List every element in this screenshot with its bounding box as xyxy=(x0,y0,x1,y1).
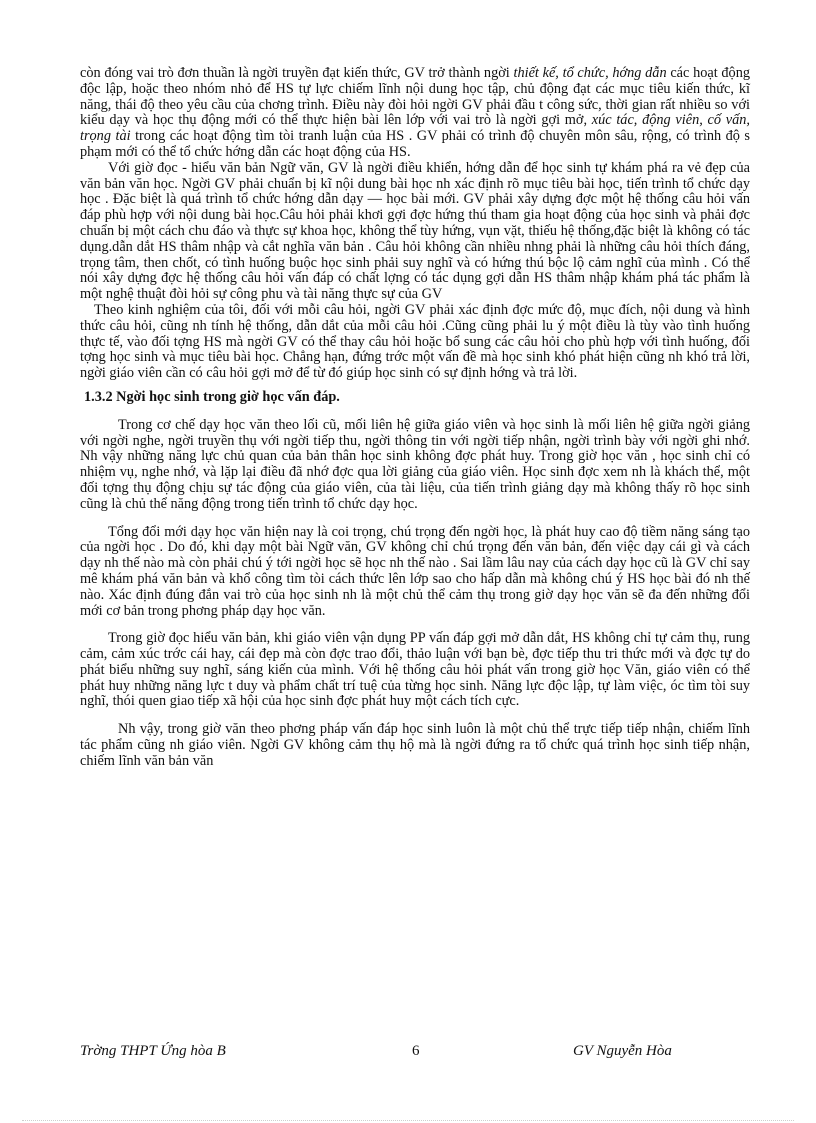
paragraph-question-method: Trong giờ đọc hiểu văn bản, khi giáo viên vận dụng PP vấn đáp gợi mở dẫn dắt, HS không chỉ tự cảm thụ, rung cảm, cảm xúc trớc cái hay, cái đẹp mà còn đợc trao đổi, thảo luận với bạn bè, đợc tiếp thu tri thức mới và đợc tự do phát biểu những suy nghĩ, sáng kiến của mình. Với hệ thống câu hỏi phát vấn trong giờ học Văn, giáo viên có thể phát huy những năng lực t duy và phẩm chất trí tuệ của từng học sinh. Năng lực độc lập, tự làm việc, óc tìm tòi suy nghĩ, thói quen giao tiếp xã hội của học sinh đợc phát huy một cách tích cực. xyxy=(80,630,750,710)
text-run: còn đóng vai trò đơn thuần là ngời truyền đạt kiến thức, GV trở thành ngời xyxy=(80,65,514,81)
page-bottom-divider xyxy=(22,1120,794,1121)
paragraph-teacher-role-continued xyxy=(80,66,750,161)
footer-page-number: 6 xyxy=(412,1043,420,1059)
paragraph-experience: Theo kinh nghiệm của tôi, đối với mỗi câu hỏi, ngời GV phải xác định đợc mức độ, mục đích, nội dung và hình thức câu hỏi, cũng nh tính hệ thống, dẫn dắt của mỗi câu hỏi .Cũng cũng phải lu ý một điều là tùy vào tình huống thực tế, vào đối tợng HS mà ngời GV có thể thay câu hỏi hoặc bổ sung các câu hỏi cho phù hợp với tình huống, đối tợng học sinh và mục tiêu bài học. Chẳng hạn, đứng trớc một vấn đề mà học sinh khó phát hiện cũng nh khó trả lời, ngời giáo viên cần có câu hỏi gợi mở để từ đó giúp học sinh có sự định hớng và trả lời. xyxy=(80,301,750,382)
footer-author: GV Nguyễn Hòa xyxy=(573,1043,672,1059)
italic-text-run: xúc tác, động viên, cố vấn, trọng tài xyxy=(80,112,750,145)
paragraph-reading-comprehension: Với giờ đọc - hiểu văn bản Ngữ văn, GV là ngời điều khiển, hớng dẫn để học sinh tự khám phá ra vẻ đẹp của văn bản văn học. Ngời GV phải chuẩn bị kĩ nội dung bài học nh xác định rõ mục tiêu bài học, tiến trình tổ chức dạy học . Đặc biệt là quá trình tổ chức hớng dẫn dạy — học bài mới. GV phải xây dựng đợc một hệ thống câu hỏi vấn đáp phù hợp với nội dung bài học.Câu hỏi phải khơi gợi đợc hứng thú tham gia hoạt động của học sinh và phải đợc chuẩn bị một cách chu đáo và thực sự khoa học, không thể tùy hứng, vụn vặt, thiếu hệ thống,đặc biệt là không có tác dụng.dẫn dắt HS thâm nhập và cắt nghĩa văn bản . Câu hỏi không cần nhiều nhng phải là những câu hỏi thích đáng, trọng tâm, then chốt, có tình huống buộc học sinh phải suy nghĩ và có hứng thú bộc lộ cảm nghĩ của mình . Có thể nói xây dựng đợc hệ thống câu hỏi vấn đáp có chất lợng có tác dụng gợi dẫn HS thâm nhập khám phá tác phẩm là một nghệ thuật đòi hỏi sự công phu và tài năng thực sự của GV xyxy=(80,159,750,303)
text-run: các hoạt động độc lập, hoặc theo nhóm nhỏ để HS tự lực chiếm lĩnh nội dung học tập, chủ động đạt các mục tiêu kiến thức, kĩ năng, thái độ theo yêu cầu của chơng trình. Điều này đòi hỏi ngời GV phải đầu t công sức, thời gian rất nhiều so với kiểu dạy và học thụ động mới có thể thực hiện bài lên lớp với vai trò là ngời gợi mở, xyxy=(80,65,751,129)
paragraph-conclusion: Nh vậy, trong giờ văn theo phơng pháp vấn đáp học sinh luôn là một chủ thể trực tiếp tiếp nhận, chiếm lĩnh tác phẩm cũng nh giáo viên. Ngời GV không cảm thụ hộ mà là ngời đứng ra tổ chức quá trình học sinh tiếp nhận, chiếm lĩnh văn bản văn xyxy=(80,721,750,769)
footer-school: Trờng THPT Ứng hòa B xyxy=(80,1043,226,1059)
paragraph-old-mechanism: Trong cơ chế dạy học văn theo lối cũ, mối liên hệ giữa giáo viên và học sinh là mối liên hệ giữa ngời giảng với ngời nghe, ngời truyền thụ với ngời tiếp thu, ngời thông tin với ngời tiếp nhận, ngời trình bày với ngời ghi nhớ. Nh vậy những năng lực chủ quan của bản thân học sinh không đợc phát huy. Trong giờ học văn , học sinh chỉ có nhiệm vụ, nghe nhớ, và lặp lại điều đã nhớ đợc qua lời giảng của giáo viên. Học sinh đợc xem nh là khách thể, một đối tợng thụ động chịu sự tác động của giáo viên, của tài liệu, của tiến trình giảng dạy mà không thấy rõ học sinh cũng là chủ thể năng động trong tiến trình tổ chức dạy học. xyxy=(80,416,750,512)
italic-text-run: thiết kế, tổ chức, hớng dẫn xyxy=(513,65,667,81)
text-run: trong các hoạt động tìm tòi tranh luận của HS . GV phải có trình độ chuyên môn sâu, rộng, có trình độ s phạm mới có thể tổ chức hớng dẫn các hoạt động của HS. xyxy=(80,128,750,160)
section-heading: 1.3.2 Ngời học sinh trong giờ học vấn đáp. xyxy=(84,388,340,405)
paragraph-innovation: Tổng đổi mới dạy học văn hiện nay là coi trọng, chú trọng đến ngời học, là phát huy cao độ tiềm năng sáng tạo của ngời học . Do đó, khi dạy một bài Ngữ văn, GV không chỉ chú trọng đến văn bản, đến việc dạy cái gì và cách dạy nh thế nào mà còn phải chú ý tới ngời học sẽ học nh thế nào . Sai lầm lâu nay của cách dạy học cũ là GV chỉ say mê khám phá văn bản và khổ công tìm tòi cách thức lên lớp sao cho hấp dẫn mà không chú ý HS học bài đó nh thế nào. Xác định đúng đắn vai trò của học sinh nh là một chủ thể cảm thụ trong giờ dạy học văn sẽ đa đến những đổi mới cơ bản trong phơng pháp dạy học văn. xyxy=(80,523,750,619)
